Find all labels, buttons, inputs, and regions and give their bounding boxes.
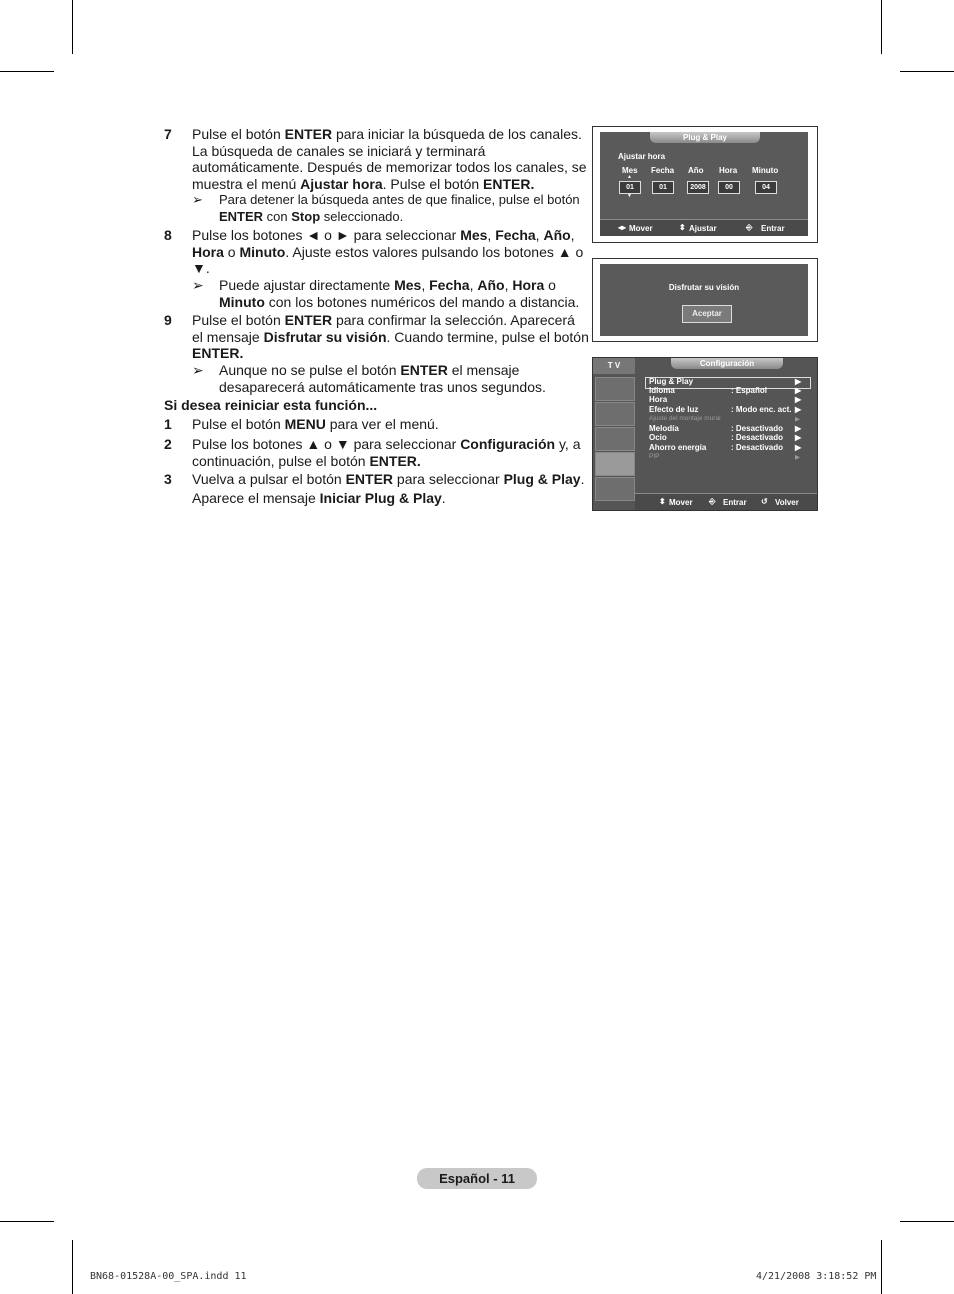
reset-step-3: 3 Vuelva a pulsar el botón ENTER para seleccionar Plug & Play. [164, 471, 589, 488]
crop-mark [72, 0, 73, 54]
field-hora[interactable]: 00 [718, 181, 740, 194]
text-run: para iniciar la búsqueda de los canales. La búsqueda de canales se iniciará y terminará automáticamente. Después de memorizar todos los canales, se muestra el menú [192, 126, 587, 192]
screen-footer [600, 219, 808, 236]
text-run: ENTER [400, 362, 448, 378]
field-mes[interactable]: 01 [619, 181, 641, 194]
menu-item-label: Hora [649, 395, 668, 404]
text-run: Aunque no se pulse el botón [219, 362, 401, 378]
reset-heading: Si desea reiniciar esta función... [164, 397, 378, 413]
text-run: Pulse el botón [192, 126, 285, 142]
setup-icon[interactable] [595, 452, 635, 476]
text-run: con los botones numéricos del mando a distancia. [264, 293, 580, 310]
text-run: para confirmar la selección. Aparecerá el mensaje [192, 312, 575, 345]
menu-item-value: : Desactivado [731, 424, 784, 433]
text-run: Aparece el mensaje [192, 490, 320, 506]
screen-header: Plug & Play [650, 132, 760, 143]
menu-item[interactable] [649, 443, 809, 452]
col-minuto: Minuto [752, 166, 779, 175]
text-run: Año [543, 227, 571, 243]
text-run: Vuelva a pulsar el botón [192, 471, 346, 487]
left-right-icon: ◂▸ [618, 223, 627, 232]
text-run: Pulse el botón [192, 416, 285, 432]
sound-icon[interactable] [595, 402, 635, 426]
enter-label: Entrar [761, 224, 785, 233]
crop-mark [0, 71, 54, 72]
up-arrow-icon: ▲ [627, 174, 632, 180]
adjust-label: Ajustar [689, 224, 717, 233]
text-run: Fecha [495, 227, 536, 243]
step-7: 7 Pulse el botón ENTER para iniciar la búsqueda de los canales. La búsqueda de canales se iniciará y terminará automáticamente. Después de memorizar todos los canales, se muestra el menú Ajustar hora. Pulse el botón ENTER. [164, 126, 589, 192]
text-run: . [441, 490, 446, 506]
text-run: Puede ajustar directamente [219, 277, 395, 293]
menu-item-label: Plug & Play [649, 377, 694, 386]
field-fecha[interactable]: 01 [652, 181, 674, 194]
text-run: y, a continuación, pulse el botón [192, 436, 581, 469]
page-number: Español - 11 [417, 1168, 537, 1189]
note-stop: ➢ Para detener la búsqueda antes de que finalice, pulse el botón ENTER con Stop seleccionado. [192, 192, 592, 225]
menu-item-label: Melodía [649, 424, 679, 433]
note-numeric: ➢ Puede ajustar directamente Mes, Fecha, Año, Hora o Minuto con los botones numéricos del mando a distancia. [192, 277, 592, 310]
text-run: Hora [192, 243, 224, 260]
enter-icon: ⎆ [746, 223, 753, 232]
crop-mark [72, 1240, 73, 1294]
back-label: Volver [775, 498, 799, 507]
screen-footer [635, 493, 817, 510]
text-run: Minuto [239, 243, 286, 260]
text-run: ENTER. [192, 345, 244, 361]
chevron-right-icon: ▶ [795, 386, 802, 395]
move-label: Mover [669, 498, 693, 507]
tv-display [600, 132, 808, 236]
text-run: Minuto [219, 293, 265, 310]
menu-item-value: : Desactivado [731, 433, 784, 442]
crop-mark [900, 1221, 954, 1222]
menu-item[interactable] [649, 386, 809, 395]
message: Disfrutar su visión [668, 283, 740, 292]
menu-item[interactable] [649, 377, 809, 386]
text-run: el mensaje desaparecerá automáticamente tras unos segundos. [219, 362, 546, 395]
crop-mark [881, 0, 882, 54]
menu-item[interactable] [649, 453, 809, 460]
move-label: Mover [629, 224, 653, 233]
up-down-icon: ⬍ [679, 223, 686, 232]
text-run: MENU [284, 416, 326, 432]
text-run: , [504, 277, 513, 293]
crop-mark [900, 71, 954, 72]
step-9: 9 Pulse el botón ENTER para confirmar la selección. Aparecerá el mensaje Disfrutar su visión. Cuando termine, pulse el botón ENTER. [164, 312, 589, 361]
menu-list [635, 376, 815, 491]
text-run: , [570, 227, 575, 243]
section-title: Ajustar hora [618, 152, 666, 161]
field-minuto[interactable]: 04 [755, 181, 777, 194]
menu-item-label: Ajuste del montaje mural [649, 415, 721, 422]
text-run: con [263, 208, 292, 224]
slug-file: BN68-01528A-00_SPA.indd 11 [90, 1271, 247, 1282]
text-run: Pulse el botón [192, 312, 285, 328]
col-ano: Año [688, 166, 704, 175]
text-run: Plug & Play [503, 471, 581, 487]
menu-item[interactable] [649, 395, 809, 404]
menu-item-value: : Modo enc. act. [731, 405, 792, 414]
reset-step-3-note [164, 490, 589, 507]
text-run: ENTER. [369, 452, 421, 469]
screen-enjoy [592, 258, 818, 342]
col-hora: Hora [719, 166, 738, 175]
enter-icon: ⎆ [709, 497, 716, 506]
slug-date: 4/21/2008 3:18:52 PM [756, 1271, 877, 1282]
text-run: ENTER [284, 126, 333, 142]
text-run: , [421, 277, 430, 293]
col-fecha: Fecha [651, 166, 675, 175]
menu-item-label: Idioma [649, 386, 675, 395]
reset-step-2-text [192, 436, 589, 469]
menu-item-value: : Español [731, 386, 768, 395]
picture-icon[interactable] [595, 377, 635, 401]
step-8: 8 Pulse los botones ◄ o ► para seleccionar Mes, Fecha, Año, Hora o Minuto. Ajuste estos valores pulsando los botones ▲ o ▼. [164, 227, 589, 277]
chevron-right-icon: ▶ [795, 377, 802, 386]
text-run: Pulse los botones ◄ o ► para seleccionar [192, 227, 461, 243]
menu-item[interactable] [649, 433, 809, 442]
tv-display [593, 358, 817, 510]
text-run: Pulse los botones ▲ o ▼ para seleccionar [192, 436, 461, 452]
chevron-right-icon: ▶ [795, 433, 802, 442]
menu-item-label: PIP [649, 453, 660, 460]
menu-item-label: Ahorro energía [649, 443, 707, 452]
note-stop-text [219, 192, 592, 225]
text-run: o [223, 243, 240, 260]
channel-icon[interactable] [595, 427, 635, 451]
text-run: o [544, 277, 556, 293]
text-run: . Cuando termine, pulse el botón [386, 328, 589, 345]
note-auto: ➢ Aunque no se pulse el botón ENTER el mensaje desaparecerá automáticamente tras unos segundos. [192, 362, 592, 395]
reset-step-2: 2 Pulse los botones ▲ o ▼ para seleccionar Configuración y, a continuación, pulse el botón ENTER. [164, 436, 589, 469]
text-run: ENTER [284, 312, 333, 328]
down-arrow-icon: ▼ [627, 193, 632, 199]
up-down-icon: ⬍ [659, 497, 666, 506]
menu-item[interactable] [649, 424, 809, 433]
text-run: Iniciar Plug & Play [319, 490, 442, 506]
note-auto-text [219, 362, 592, 395]
note-numeric-text [219, 277, 592, 310]
chevron-right-icon: ▶ [795, 416, 800, 423]
enter-label: Entrar [723, 498, 747, 507]
text-run: Para detener la búsqueda antes de que finalice, pulse el botón [219, 192, 580, 207]
tv-display [600, 264, 808, 336]
text-run: Ajustar hora [300, 175, 383, 192]
col-mes: Mes [622, 166, 638, 175]
chevron-right-icon: ▶ [795, 395, 802, 404]
step-7-text [192, 126, 589, 192]
text-run: . [580, 471, 585, 487]
reset-step-1: 1 Pulse el botón MENU para ver el menú. [164, 416, 589, 433]
text-run: ENTER [345, 471, 394, 487]
input-icon[interactable] [595, 477, 635, 501]
menu-item-label: Efecto de luz [649, 405, 699, 414]
menu-item-label: Ocio [649, 433, 667, 442]
text-run: . Ajuste estos valores pulsando los botones ▲ o ▼. [192, 243, 584, 276]
text-run: seleccionado. [320, 208, 404, 224]
text-run: para seleccionar [393, 471, 504, 487]
text-run: para ver el menú. [325, 416, 439, 432]
return-icon: ↺ [761, 497, 768, 506]
screen-plug-and-play [592, 126, 818, 243]
screen-configuration [592, 357, 818, 511]
text-run: Stop [291, 208, 321, 224]
field-ano[interactable]: 2008 [687, 181, 709, 194]
text-run: Mes [394, 277, 422, 293]
menu-item-value: : Desactivado [731, 443, 784, 452]
chevron-right-icon: ▶ [795, 454, 800, 461]
menu-item[interactable] [649, 415, 809, 422]
step-8-text [192, 227, 589, 277]
chevron-right-icon: ▶ [795, 443, 802, 452]
crop-mark [881, 1240, 882, 1294]
text-run: , [487, 227, 496, 243]
crop-mark [0, 1221, 54, 1222]
tv-label: T V [593, 358, 635, 374]
accept-button[interactable]: Aceptar [682, 305, 732, 323]
text-run: , [469, 277, 478, 293]
text-run: Hora [512, 277, 545, 293]
text-run: Fecha [429, 277, 470, 293]
screen-header: Configuración [671, 358, 783, 369]
text-run: Año [477, 277, 505, 293]
chevron-right-icon: ▶ [795, 405, 802, 414]
chevron-right-icon: ▶ [795, 424, 802, 433]
text-run: Disfrutar su visión [263, 328, 387, 345]
reset-step-3-note-text [192, 490, 589, 507]
menu-item[interactable] [649, 405, 809, 414]
text-run: . Pulse el botón [382, 175, 484, 192]
reset-step-3-text [192, 471, 589, 488]
text-run: Mes [460, 227, 488, 243]
reset-step-1-text [192, 416, 589, 433]
text-run: Configuración [460, 436, 556, 452]
text-run: ENTER [219, 208, 264, 224]
text-run: , [535, 227, 544, 243]
text-run: ENTER. [483, 175, 535, 192]
step-9-text [192, 312, 589, 362]
